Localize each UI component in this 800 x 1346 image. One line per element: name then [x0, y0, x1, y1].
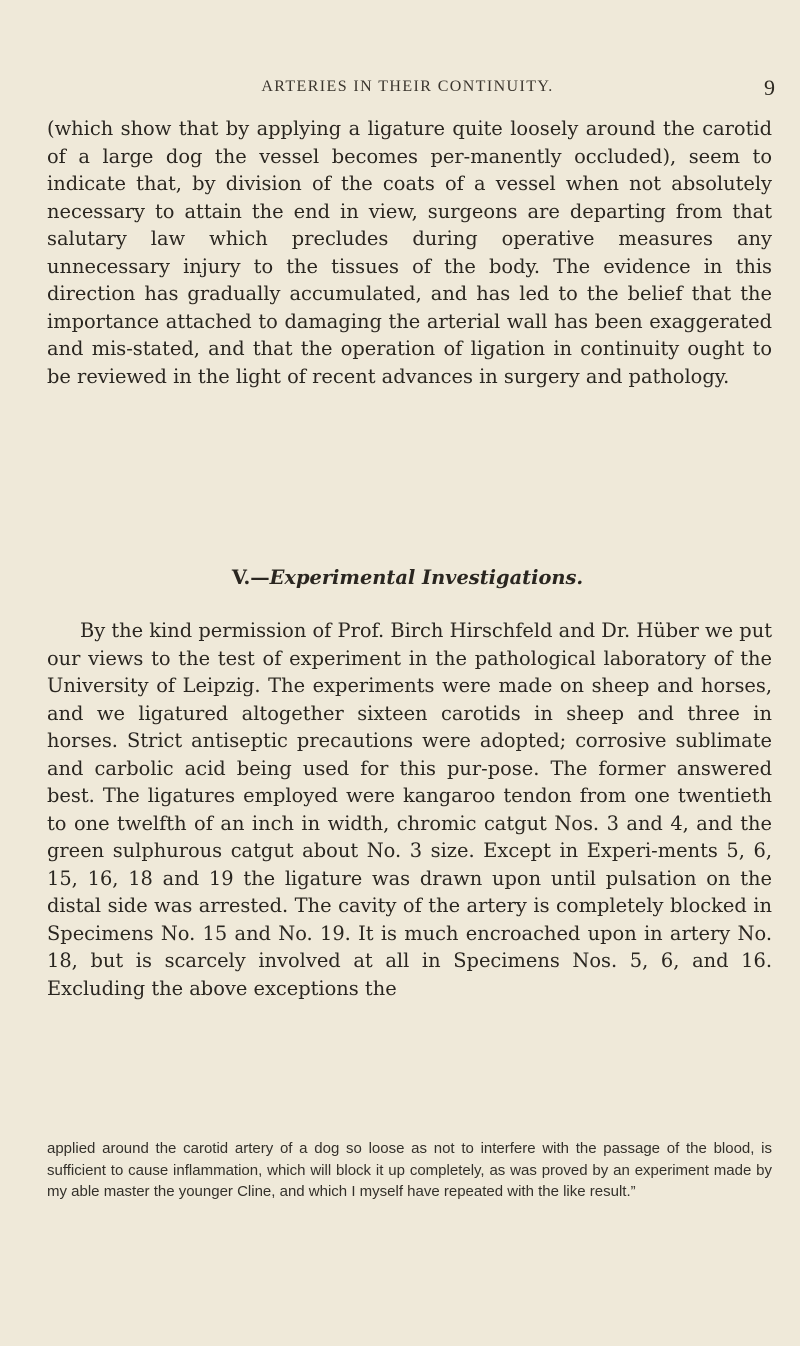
- section-heading: [40, 566, 775, 589]
- page-header: [40, 75, 775, 108]
- footnote: applied around the carotid artery of a dog so loose as not to interfere with the passage of the blood, is sufficient to cause inflammation, which will block it up completely, as was proved by an experiment made by my able master the younger Cline, and which I myself have repeated with the like result.”: [47, 1140, 772, 1200]
- running-head: ARTERIES IN THEIR CONTINUITY.: [261, 78, 554, 95]
- page-number: 9: [764, 75, 775, 100]
- section-number: V.—: [231, 566, 270, 589]
- section-title: Experimental Investigations.: [269, 566, 584, 589]
- body-paragraph-1: (which show that by applying a ligature quite loosely around the carotid of a large dog the vessel becomes per-manently occluded), seem to indicate that, by division of the coats of a vessel when not absolutely necessary to attain the end in view, surgeons are departing from that salutary law which precludes during operative measures any unnecessary injury to the tissues of the body. The evidence in this direction has gradually accumulated, and has led to the belief that the importance attached to damaging the arterial wall has been exaggerated and mis-stated, and that the operation of ligation in continuity ought to be reviewed in the light of recent advances in surgery and pathology.: [47, 117, 772, 388]
- body-paragraph-2: By the kind permission of Prof. Birch Hirschfeld and Dr. Hüber we put our views to the test of experiment in the pathological laboratory of the University of Leipzig. The experiments were made on sheep and horses, and we ligatured altogether sixteen carotids in sheep and three in horses. Strict antiseptic precautions were adopted; corrosive sublimate and carbolic acid being used for this pur-pose. The former answered best. The ligatures employed were kangaroo tendon from one twentieth to one twelfth of an inch in width, chromic catgut Nos. 3 and 4, and the green sulphurous catgut about No. 3 size. Except in Experi-ments 5, 6, 15, 16, 18 and 19 the ligature was drawn upon until pulsation on the distal side was arrested. The cavity of the artery is completely blocked in Specimens No. 15 and No. 19. It is much encroached upon in artery No. 18, but is scarcely involved at all in Specimens Nos. 5, 6, and 16. Excluding the above exceptions the: [47, 619, 772, 1000]
